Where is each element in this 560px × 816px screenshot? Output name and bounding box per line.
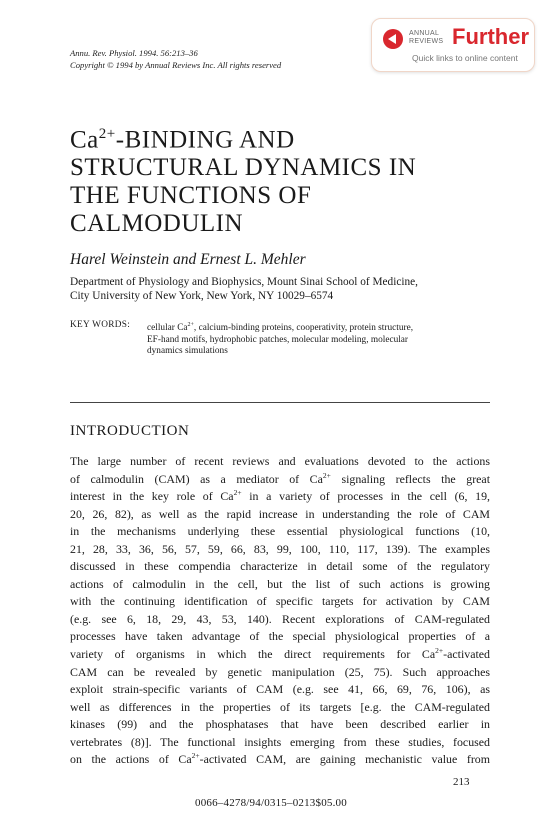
section-divider bbox=[70, 402, 490, 403]
article-title bbox=[70, 120, 510, 238]
title-line-3: THE FUNCTIONS OF bbox=[70, 182, 312, 210]
text-line: (e.g. see 6, 18, 29, 43, 53, 140). Recent explorations of CAM-regulated bbox=[70, 611, 490, 626]
section-heading: INTRODUCTION bbox=[70, 423, 190, 439]
further-badge[interactable] bbox=[371, 18, 535, 72]
text-line: The large number of recent reviews and evaluations devoted to the actions bbox=[70, 454, 490, 468]
keywords-label: KEY WORDS: bbox=[70, 320, 131, 330]
keywords-list: cellular $Ca^{2+}$, calcium-binding proteins, cooperativity, protein structure, EF-hand motifs, hydrophobic patches, molecular modeling, molecular dynamics simulations bbox=[147, 322, 414, 357]
page-number: 213 bbox=[453, 776, 470, 788]
text-line: variety of organisms in which the direct requirements for $Ca^{2+}$-activated bbox=[70, 646, 490, 662]
text-line: in the mechanisms underlying these essential physiological functions (10, bbox=[70, 524, 490, 539]
title-line-4: CALMODULIN bbox=[70, 210, 244, 238]
text-line: kinases (99) and the phosphatases that have been described earlier in bbox=[70, 717, 490, 732]
journal-citation bbox=[70, 47, 281, 71]
text-line: CAM can be revealed by genetic manipulation (25, 75). Such approaches bbox=[70, 664, 490, 679]
further-wordmark: Further bbox=[452, 24, 529, 49]
title-line-1: $Ca^{2+}$-BINDING AND bbox=[70, 126, 295, 154]
text-line: 21, 28, 33, 36, 56, 57, 59, 66, 83, 99, 100, 110, 117, 139). The examples bbox=[70, 541, 490, 556]
text-line: well as differences in the properties of its targets [e.g. the CAM-regulated bbox=[70, 699, 490, 714]
text-line: with the continuing identification of specific targets for activation by CAM bbox=[70, 594, 490, 609]
text-line: on the actions of $Ca^{2+}$-activated CAM, are gaining mechanistic value from bbox=[70, 751, 490, 767]
text-line: actions of calmodulin in the cell, but the list of such actions is growing bbox=[70, 576, 490, 591]
title-line-2: STRUCTURAL DYNAMICS IN bbox=[70, 154, 417, 182]
author-affiliation: Department of Physiology and Biophysics, Mount Sinai School of Medicine, City University of New York, New York, NY 10029–6574 bbox=[70, 276, 418, 302]
article-authors: Harel Weinstein and Ernest L. Mehler bbox=[70, 251, 306, 268]
text-line: exploit strain-specific variants of CAM (e.g. see 41, 66, 69, 76, 106), as bbox=[70, 682, 490, 697]
text-line: of calmodulin (CAM) as a mediator of $Ca^{2+}$ signaling reflects the great bbox=[70, 470, 491, 486]
footer-code: 0066–4278/94/0315–0213$05.00 bbox=[195, 797, 347, 809]
text-line: processes have taken advantage of the special physiological properties of a bbox=[70, 629, 490, 644]
introduction-paragraph bbox=[70, 453, 490, 769]
citation-line-copyright: Copyright © 1994 by Annual Reviews Inc. All rights reserved bbox=[70, 60, 282, 70]
annual-reviews-logo: ANNUAL REVIEWS bbox=[409, 30, 444, 45]
text-line: interest in the key role of $Ca^{2+}$ in a variety of processes in the cell (6, 19, bbox=[70, 488, 490, 504]
play-left-icon bbox=[383, 29, 403, 49]
citation-line-journal: Annu. Rev. Physiol. 1994. 56:213–36 bbox=[70, 48, 198, 58]
text-line: discussed in these compendia characterize in detail some of the regulatory bbox=[70, 559, 490, 574]
further-tagline: Quick links to online content bbox=[412, 53, 518, 63]
text-line: vertebrates (8)]. The functional insights emerging from these studies, focused bbox=[70, 734, 490, 749]
text-line: 20, 26, 82), as well as the rapid increase in understanding the role of CAM bbox=[70, 506, 490, 521]
